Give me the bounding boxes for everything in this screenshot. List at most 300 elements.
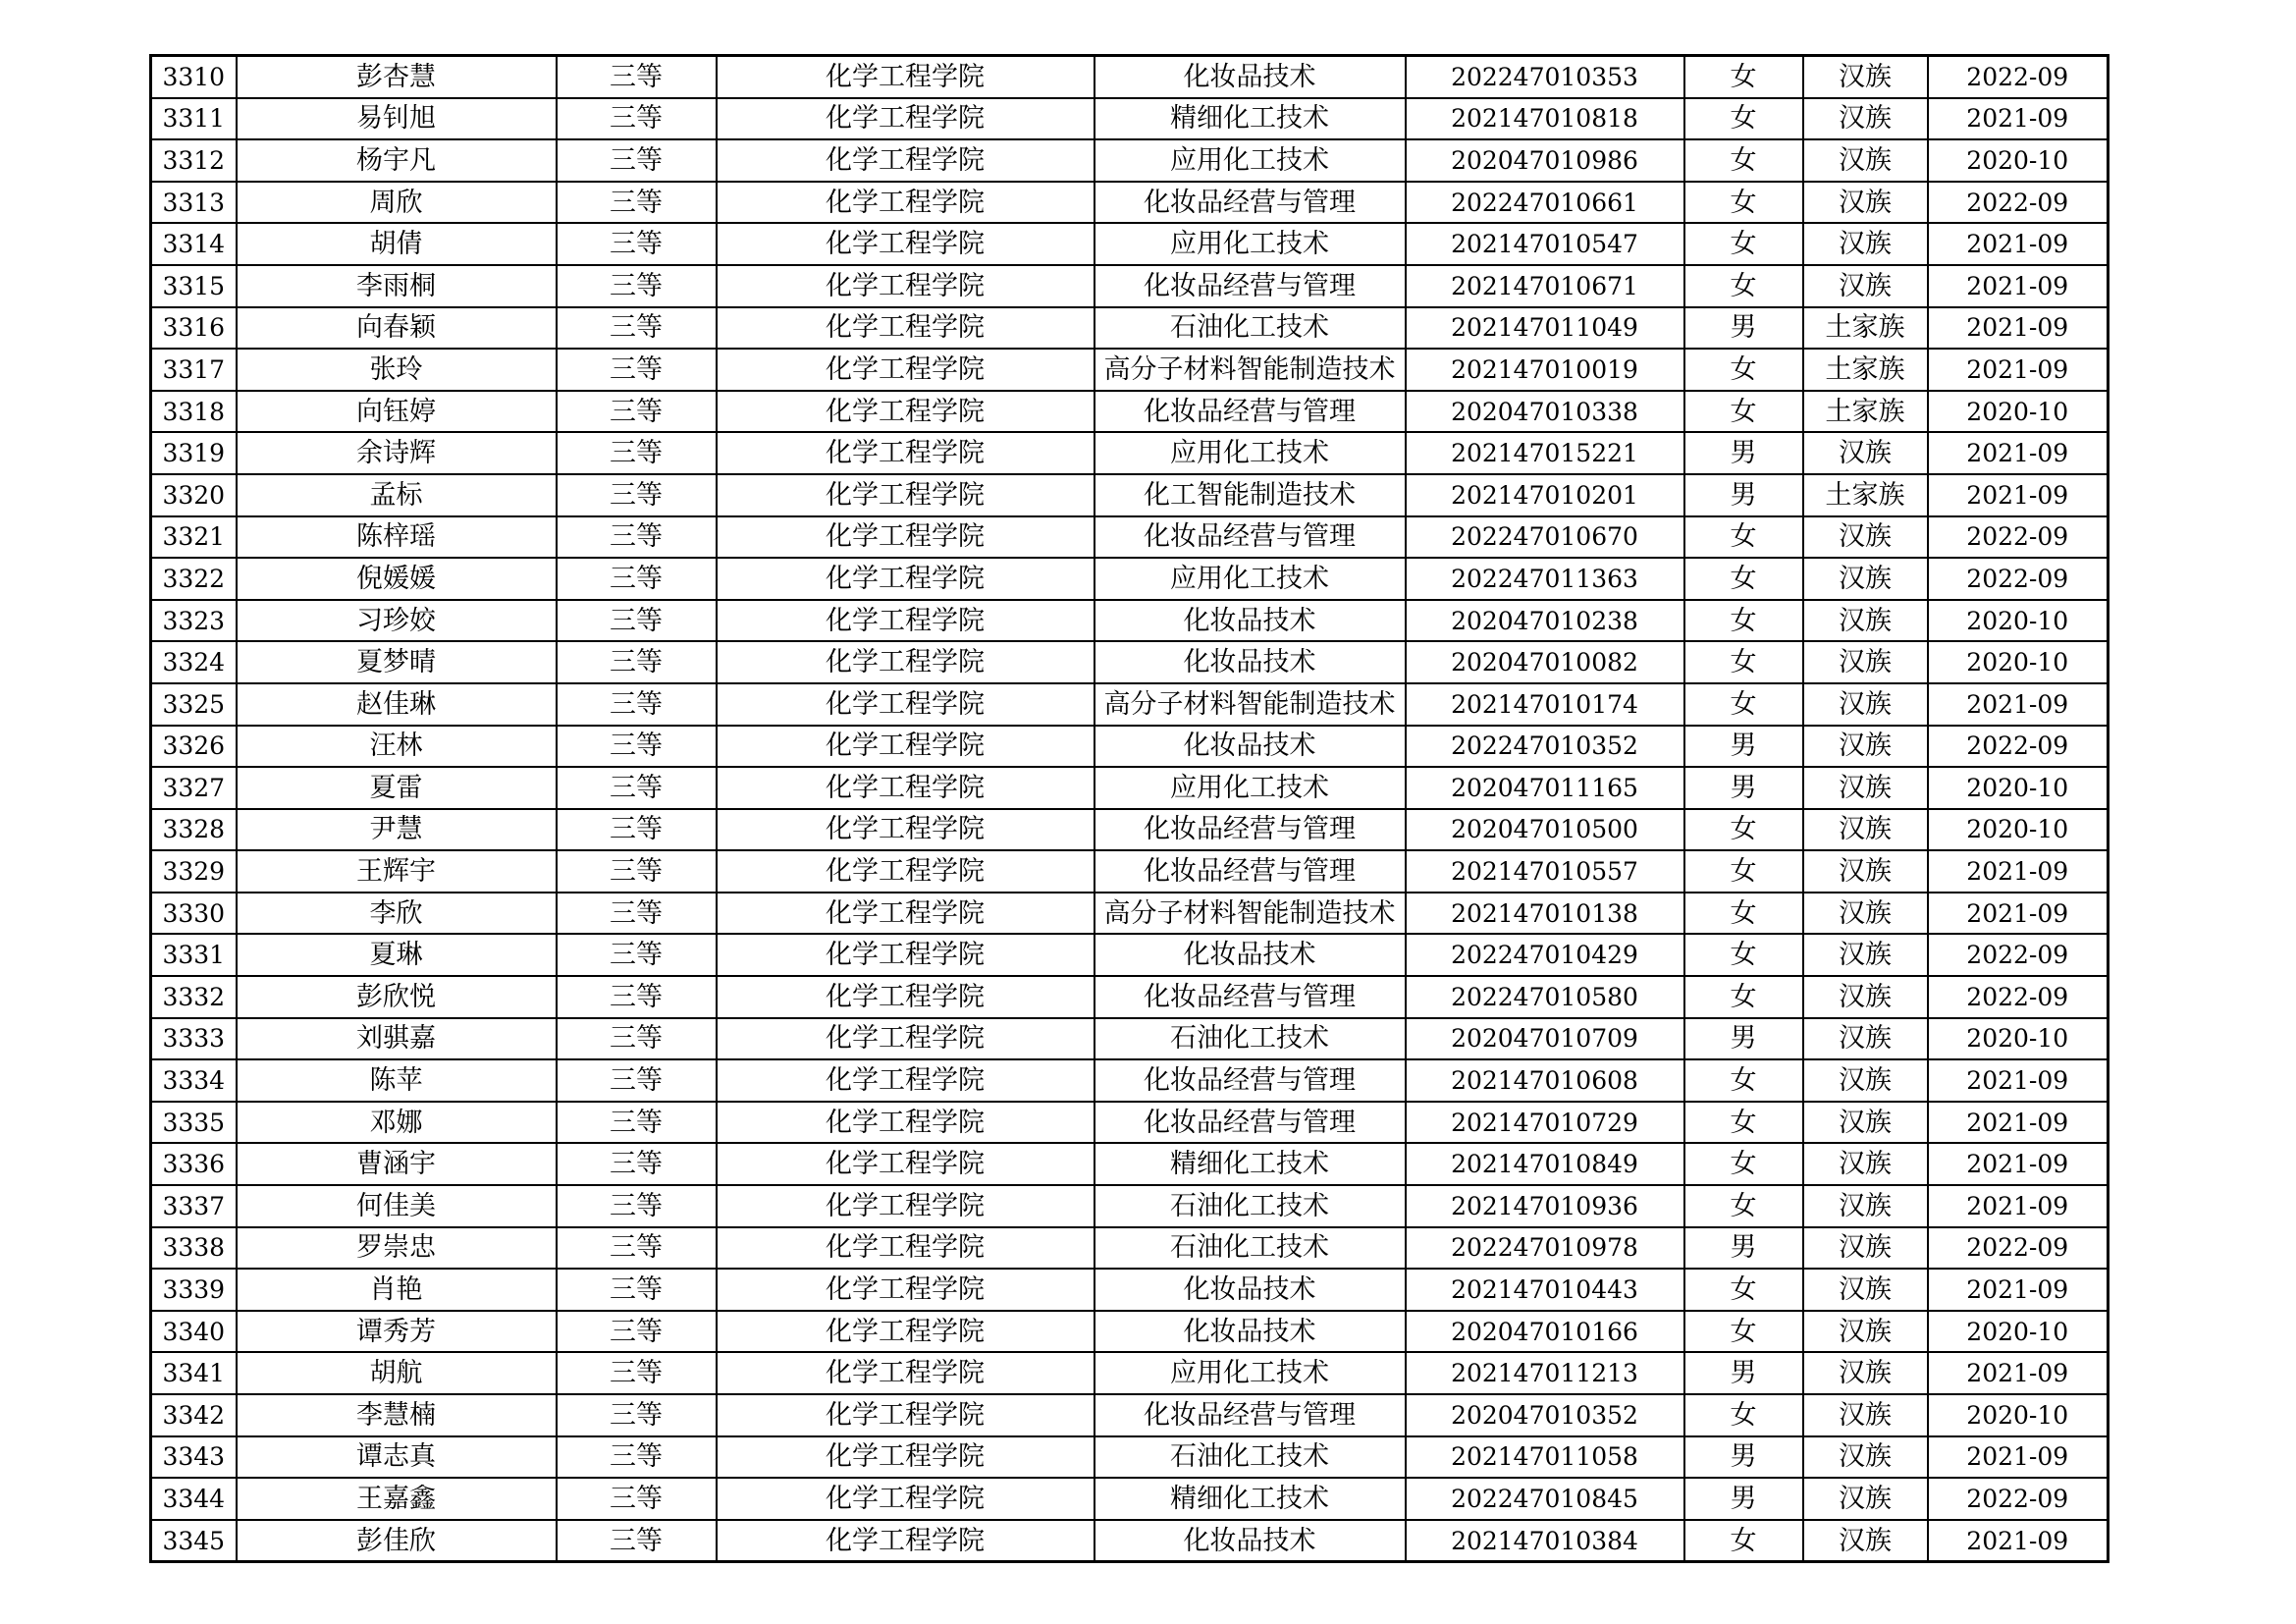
table-row (151, 767, 2109, 809)
cell-ethnicity: 汉族 (1803, 1311, 1928, 1353)
cell-major: 应用化工技术 (1095, 1352, 1406, 1394)
cell-student-name: 彭欣悦 (237, 976, 557, 1018)
cell-major: 化妆品经营与管理 (1095, 265, 1406, 307)
cell-student-id: 202247010353 (1406, 56, 1684, 98)
cell-seq-number: 3314 (151, 223, 237, 265)
cell-enrollment-date: 2020-10 (1928, 139, 2109, 182)
cell-ethnicity: 汉族 (1803, 1394, 1928, 1436)
cell-gender: 女 (1684, 1311, 1803, 1353)
cell-gender: 女 (1684, 98, 1803, 140)
table-row (151, 683, 2109, 726)
cell-award-level: 三等 (557, 1059, 717, 1102)
cell-gender: 男 (1684, 1436, 1803, 1479)
cell-gender: 男 (1684, 1352, 1803, 1394)
cell-enrollment-date: 2021-09 (1928, 683, 2109, 726)
cell-student-id: 202047010709 (1406, 1018, 1684, 1060)
table-row (151, 893, 2109, 935)
cell-seq-number: 3315 (151, 265, 237, 307)
cell-major: 化妆品经营与管理 (1095, 182, 1406, 224)
cell-ethnicity: 汉族 (1803, 516, 1928, 559)
cell-student-id: 202247010429 (1406, 934, 1684, 976)
cell-enrollment-date: 2021-09 (1928, 1352, 2109, 1394)
table-row (151, 1102, 2109, 1144)
cell-student-id: 202047010986 (1406, 139, 1684, 182)
cell-student-id: 202047010166 (1406, 1311, 1684, 1353)
cell-enrollment-date: 2021-09 (1928, 893, 2109, 935)
cell-student-id: 202247010661 (1406, 182, 1684, 224)
cell-gender: 女 (1684, 641, 1803, 683)
cell-college: 化学工程学院 (717, 516, 1095, 559)
cell-seq-number: 3328 (151, 809, 237, 851)
cell-student-id: 202047010238 (1406, 600, 1684, 642)
table-row (151, 474, 2109, 516)
table-row (151, 1185, 2109, 1227)
cell-major: 化妆品技术 (1095, 1520, 1406, 1562)
table-row (151, 56, 2109, 98)
table-row (151, 641, 2109, 683)
cell-major: 化妆品经营与管理 (1095, 809, 1406, 851)
cell-gender: 女 (1684, 349, 1803, 391)
cell-ethnicity: 汉族 (1803, 265, 1928, 307)
cell-major: 化妆品技术 (1095, 641, 1406, 683)
cell-college: 化学工程学院 (717, 349, 1095, 391)
cell-major: 化妆品技术 (1095, 1269, 1406, 1311)
cell-award-level: 三等 (557, 223, 717, 265)
cell-enrollment-date: 2021-09 (1928, 1143, 2109, 1185)
cell-seq-number: 3345 (151, 1520, 237, 1562)
cell-student-id: 202147010443 (1406, 1269, 1684, 1311)
cell-college: 化学工程学院 (717, 139, 1095, 182)
cell-student-id: 202147010201 (1406, 474, 1684, 516)
cell-student-id: 202047010352 (1406, 1394, 1684, 1436)
cell-gender: 男 (1684, 474, 1803, 516)
cell-college: 化学工程学院 (717, 474, 1095, 516)
cell-gender: 女 (1684, 139, 1803, 182)
cell-student-id: 202147011058 (1406, 1436, 1684, 1479)
cell-award-level: 三等 (557, 767, 717, 809)
cell-ethnicity: 汉族 (1803, 850, 1928, 893)
cell-enrollment-date: 2021-09 (1928, 1520, 2109, 1562)
cell-award-level: 三等 (557, 1311, 717, 1353)
cell-enrollment-date: 2021-09 (1928, 223, 2109, 265)
cell-gender: 女 (1684, 1520, 1803, 1562)
cell-college: 化学工程学院 (717, 641, 1095, 683)
cell-major: 化妆品技术 (1095, 726, 1406, 768)
cell-enrollment-date: 2020-10 (1928, 641, 2109, 683)
cell-student-id: 202147011049 (1406, 307, 1684, 350)
table-body (151, 56, 2109, 1562)
cell-major: 高分子材料智能制造技术 (1095, 349, 1406, 391)
cell-gender: 女 (1684, 1394, 1803, 1436)
cell-student-id: 202147011213 (1406, 1352, 1684, 1394)
cell-enrollment-date: 2022-09 (1928, 56, 2109, 98)
cell-student-id: 202147010671 (1406, 265, 1684, 307)
cell-gender: 女 (1684, 558, 1803, 600)
cell-student-id: 202047010082 (1406, 641, 1684, 683)
cell-seq-number: 3331 (151, 934, 237, 976)
cell-student-name: 王辉宇 (237, 850, 557, 893)
cell-enrollment-date: 2022-09 (1928, 976, 2109, 1018)
cell-enrollment-date: 2021-09 (1928, 432, 2109, 474)
cell-gender: 女 (1684, 516, 1803, 559)
cell-student-id: 202147010608 (1406, 1059, 1684, 1102)
cell-enrollment-date: 2022-09 (1928, 1227, 2109, 1270)
cell-student-name: 邓娜 (237, 1102, 557, 1144)
cell-major: 精细化工技术 (1095, 1143, 1406, 1185)
cell-student-name: 易钊旭 (237, 98, 557, 140)
cell-ethnicity: 汉族 (1803, 1102, 1928, 1144)
cell-major: 化妆品技术 (1095, 1311, 1406, 1353)
table-row (151, 809, 2109, 851)
cell-gender: 男 (1684, 432, 1803, 474)
cell-gender: 女 (1684, 1185, 1803, 1227)
cell-gender: 女 (1684, 1102, 1803, 1144)
cell-college: 化学工程学院 (717, 767, 1095, 809)
cell-gender: 女 (1684, 56, 1803, 98)
cell-college: 化学工程学院 (717, 182, 1095, 224)
cell-enrollment-date: 2021-09 (1928, 349, 2109, 391)
cell-student-name: 刘骐嘉 (237, 1018, 557, 1060)
cell-student-id: 202047010338 (1406, 391, 1684, 433)
table-row (151, 265, 2109, 307)
cell-student-name: 杨宇凡 (237, 139, 557, 182)
cell-ethnicity: 土家族 (1803, 391, 1928, 433)
cell-gender: 女 (1684, 976, 1803, 1018)
cell-ethnicity: 汉族 (1803, 139, 1928, 182)
cell-student-name: 何佳美 (237, 1185, 557, 1227)
cell-gender: 女 (1684, 600, 1803, 642)
cell-seq-number: 3338 (151, 1227, 237, 1270)
cell-seq-number: 3320 (151, 474, 237, 516)
cell-seq-number: 3318 (151, 391, 237, 433)
table-row (151, 391, 2109, 433)
table-row (151, 1394, 2109, 1436)
cell-seq-number: 3317 (151, 349, 237, 391)
cell-student-id: 202247010352 (1406, 726, 1684, 768)
cell-major: 应用化工技术 (1095, 558, 1406, 600)
cell-student-name: 肖艳 (237, 1269, 557, 1311)
table-row (151, 349, 2109, 391)
cell-gender: 女 (1684, 683, 1803, 726)
cell-ethnicity: 汉族 (1803, 976, 1928, 1018)
cell-college: 化学工程学院 (717, 1394, 1095, 1436)
cell-college: 化学工程学院 (717, 1059, 1095, 1102)
cell-seq-number: 3333 (151, 1018, 237, 1060)
cell-award-level: 三等 (557, 349, 717, 391)
cell-college: 化学工程学院 (717, 1311, 1095, 1353)
award-list-table (149, 54, 2109, 1563)
cell-award-level: 三等 (557, 850, 717, 893)
cell-college: 化学工程学院 (717, 976, 1095, 1018)
cell-seq-number: 3325 (151, 683, 237, 726)
cell-major: 石油化工技术 (1095, 1018, 1406, 1060)
table-row (151, 223, 2109, 265)
cell-student-name: 胡航 (237, 1352, 557, 1394)
cell-seq-number: 3334 (151, 1059, 237, 1102)
cell-major: 化工智能制造技术 (1095, 474, 1406, 516)
cell-ethnicity: 汉族 (1803, 1520, 1928, 1562)
cell-student-id: 202147010547 (1406, 223, 1684, 265)
cell-ethnicity: 汉族 (1803, 182, 1928, 224)
cell-major: 应用化工技术 (1095, 432, 1406, 474)
cell-seq-number: 3312 (151, 139, 237, 182)
cell-major: 应用化工技术 (1095, 767, 1406, 809)
cell-college: 化学工程学院 (717, 1436, 1095, 1479)
cell-major: 石油化工技术 (1095, 307, 1406, 350)
cell-college: 化学工程学院 (717, 726, 1095, 768)
cell-ethnicity: 汉族 (1803, 600, 1928, 642)
cell-student-name: 罗崇忠 (237, 1227, 557, 1270)
cell-ethnicity: 汉族 (1803, 1059, 1928, 1102)
cell-student-id: 202247011363 (1406, 558, 1684, 600)
cell-seq-number: 3332 (151, 976, 237, 1018)
cell-student-name: 汪林 (237, 726, 557, 768)
cell-award-level: 三等 (557, 391, 717, 433)
cell-student-name: 王嘉鑫 (237, 1478, 557, 1520)
cell-gender: 女 (1684, 893, 1803, 935)
cell-student-id: 202147010729 (1406, 1102, 1684, 1144)
cell-college: 化学工程学院 (717, 683, 1095, 726)
cell-student-id: 202147010019 (1406, 349, 1684, 391)
cell-student-name: 陈苹 (237, 1059, 557, 1102)
cell-college: 化学工程学院 (717, 1102, 1095, 1144)
cell-seq-number: 3313 (151, 182, 237, 224)
cell-enrollment-date: 2021-09 (1928, 1436, 2109, 1479)
cell-gender: 男 (1684, 1227, 1803, 1270)
cell-award-level: 三等 (557, 1102, 717, 1144)
cell-seq-number: 3327 (151, 767, 237, 809)
cell-college: 化学工程学院 (717, 307, 1095, 350)
table-row (151, 600, 2109, 642)
cell-ethnicity: 汉族 (1803, 683, 1928, 726)
cell-gender: 女 (1684, 850, 1803, 893)
cell-student-id: 202247010978 (1406, 1227, 1684, 1270)
cell-student-name: 夏梦晴 (237, 641, 557, 683)
cell-major: 应用化工技术 (1095, 223, 1406, 265)
cell-college: 化学工程学院 (717, 1227, 1095, 1270)
cell-seq-number: 3340 (151, 1311, 237, 1353)
cell-student-id: 202047011165 (1406, 767, 1684, 809)
cell-enrollment-date: 2020-10 (1928, 809, 2109, 851)
table-row (151, 1059, 2109, 1102)
cell-major: 化妆品技术 (1095, 934, 1406, 976)
table-row (151, 1143, 2109, 1185)
table-row (151, 1018, 2109, 1060)
cell-seq-number: 3323 (151, 600, 237, 642)
cell-college: 化学工程学院 (717, 1520, 1095, 1562)
cell-award-level: 三等 (557, 56, 717, 98)
cell-college: 化学工程学院 (717, 934, 1095, 976)
cell-college: 化学工程学院 (717, 98, 1095, 140)
table-row (151, 98, 2109, 140)
cell-college: 化学工程学院 (717, 1143, 1095, 1185)
cell-ethnicity: 土家族 (1803, 349, 1928, 391)
cell-seq-number: 3316 (151, 307, 237, 350)
cell-ethnicity: 汉族 (1803, 1269, 1928, 1311)
cell-student-id: 202147015221 (1406, 432, 1684, 474)
cell-student-name: 倪媛媛 (237, 558, 557, 600)
cell-ethnicity: 汉族 (1803, 1143, 1928, 1185)
cell-enrollment-date: 2022-09 (1928, 558, 2109, 600)
cell-student-name: 谭志真 (237, 1436, 557, 1479)
cell-ethnicity: 土家族 (1803, 474, 1928, 516)
cell-gender: 女 (1684, 223, 1803, 265)
cell-gender: 男 (1684, 726, 1803, 768)
cell-enrollment-date: 2021-09 (1928, 1185, 2109, 1227)
cell-seq-number: 3335 (151, 1102, 237, 1144)
cell-student-id: 202147010174 (1406, 683, 1684, 726)
table-row (151, 558, 2109, 600)
cell-major: 化妆品技术 (1095, 56, 1406, 98)
cell-enrollment-date: 2020-10 (1928, 391, 2109, 433)
cell-student-name: 李欣 (237, 893, 557, 935)
cell-award-level: 三等 (557, 809, 717, 851)
table-row (151, 726, 2109, 768)
cell-student-id: 202247010580 (1406, 976, 1684, 1018)
cell-student-name: 向钰婷 (237, 391, 557, 433)
cell-enrollment-date: 2022-09 (1928, 934, 2109, 976)
cell-gender: 女 (1684, 1269, 1803, 1311)
cell-award-level: 三等 (557, 1478, 717, 1520)
cell-seq-number: 3321 (151, 516, 237, 559)
cell-seq-number: 3326 (151, 726, 237, 768)
cell-student-name: 夏琳 (237, 934, 557, 976)
cell-gender: 女 (1684, 1059, 1803, 1102)
cell-ethnicity: 汉族 (1803, 1478, 1928, 1520)
cell-student-name: 余诗辉 (237, 432, 557, 474)
cell-ethnicity: 汉族 (1803, 641, 1928, 683)
cell-major: 化妆品经营与管理 (1095, 850, 1406, 893)
cell-student-name: 赵佳琳 (237, 683, 557, 726)
cell-ethnicity: 汉族 (1803, 223, 1928, 265)
cell-student-name: 谭秀芳 (237, 1311, 557, 1353)
cell-enrollment-date: 2022-09 (1928, 1478, 2109, 1520)
cell-seq-number: 3339 (151, 1269, 237, 1311)
cell-student-name: 曹涵宇 (237, 1143, 557, 1185)
cell-ethnicity: 汉族 (1803, 1018, 1928, 1060)
cell-award-level: 三等 (557, 516, 717, 559)
cell-award-level: 三等 (557, 1520, 717, 1562)
cell-college: 化学工程学院 (717, 432, 1095, 474)
cell-student-name: 习珍姣 (237, 600, 557, 642)
cell-award-level: 三等 (557, 934, 717, 976)
cell-major: 化妆品经营与管理 (1095, 1102, 1406, 1144)
cell-seq-number: 3337 (151, 1185, 237, 1227)
cell-ethnicity: 土家族 (1803, 307, 1928, 350)
cell-enrollment-date: 2021-09 (1928, 474, 2109, 516)
cell-award-level: 三等 (557, 139, 717, 182)
cell-college: 化学工程学院 (717, 1018, 1095, 1060)
cell-college: 化学工程学院 (717, 558, 1095, 600)
cell-enrollment-date: 2021-09 (1928, 850, 2109, 893)
cell-major: 化妆品经营与管理 (1095, 391, 1406, 433)
cell-student-name: 彭佳欣 (237, 1520, 557, 1562)
cell-seq-number: 3342 (151, 1394, 237, 1436)
cell-award-level: 三等 (557, 265, 717, 307)
table-row (151, 516, 2109, 559)
cell-ethnicity: 汉族 (1803, 98, 1928, 140)
cell-award-level: 三等 (557, 1436, 717, 1479)
cell-gender: 女 (1684, 1143, 1803, 1185)
cell-seq-number: 3310 (151, 56, 237, 98)
cell-college: 化学工程学院 (717, 265, 1095, 307)
cell-major: 精细化工技术 (1095, 1478, 1406, 1520)
cell-student-name: 彭杏慧 (237, 56, 557, 98)
cell-seq-number: 3322 (151, 558, 237, 600)
cell-college: 化学工程学院 (717, 809, 1095, 851)
cell-enrollment-date: 2021-09 (1928, 1059, 2109, 1102)
cell-major: 高分子材料智能制造技术 (1095, 893, 1406, 935)
cell-major: 精细化工技术 (1095, 98, 1406, 140)
cell-award-level: 三等 (557, 1352, 717, 1394)
cell-award-level: 三等 (557, 976, 717, 1018)
cell-college: 化学工程学院 (717, 1352, 1095, 1394)
cell-college: 化学工程学院 (717, 1185, 1095, 1227)
table-row (151, 1352, 2109, 1394)
cell-award-level: 三等 (557, 98, 717, 140)
cell-enrollment-date: 2021-09 (1928, 1102, 2109, 1144)
cell-award-level: 三等 (557, 1227, 717, 1270)
cell-student-name: 胡倩 (237, 223, 557, 265)
cell-major: 石油化工技术 (1095, 1436, 1406, 1479)
cell-student-name: 孟标 (237, 474, 557, 516)
cell-ethnicity: 汉族 (1803, 1352, 1928, 1394)
cell-major: 化妆品经营与管理 (1095, 516, 1406, 559)
cell-ethnicity: 汉族 (1803, 558, 1928, 600)
cell-seq-number: 3329 (151, 850, 237, 893)
table-row (151, 432, 2109, 474)
cell-gender: 男 (1684, 307, 1803, 350)
cell-award-level: 三等 (557, 432, 717, 474)
cell-major: 化妆品经营与管理 (1095, 1059, 1406, 1102)
cell-student-id: 202247010845 (1406, 1478, 1684, 1520)
table-row (151, 307, 2109, 350)
cell-student-name: 夏雷 (237, 767, 557, 809)
cell-enrollment-date: 2021-09 (1928, 265, 2109, 307)
cell-award-level: 三等 (557, 474, 717, 516)
cell-award-level: 三等 (557, 683, 717, 726)
cell-student-name: 张玲 (237, 349, 557, 391)
cell-award-level: 三等 (557, 1269, 717, 1311)
cell-student-id: 202047010500 (1406, 809, 1684, 851)
cell-major: 化妆品经营与管理 (1095, 1394, 1406, 1436)
cell-student-id: 202147010936 (1406, 1185, 1684, 1227)
cell-student-id: 202147010384 (1406, 1520, 1684, 1562)
table-row (151, 934, 2109, 976)
cell-ethnicity: 汉族 (1803, 432, 1928, 474)
table-row (151, 1436, 2109, 1479)
cell-award-level: 三等 (557, 1018, 717, 1060)
cell-ethnicity: 汉族 (1803, 1185, 1928, 1227)
cell-seq-number: 3336 (151, 1143, 237, 1185)
cell-award-level: 三等 (557, 307, 717, 350)
cell-student-name: 向春颖 (237, 307, 557, 350)
cell-student-id: 202147010849 (1406, 1143, 1684, 1185)
table-row (151, 139, 2109, 182)
cell-seq-number: 3311 (151, 98, 237, 140)
cell-seq-number: 3324 (151, 641, 237, 683)
cell-seq-number: 3319 (151, 432, 237, 474)
cell-seq-number: 3330 (151, 893, 237, 935)
cell-gender: 男 (1684, 767, 1803, 809)
cell-ethnicity: 汉族 (1803, 1436, 1928, 1479)
table-row (151, 850, 2109, 893)
cell-college: 化学工程学院 (717, 1269, 1095, 1311)
cell-college: 化学工程学院 (717, 850, 1095, 893)
cell-award-level: 三等 (557, 1185, 717, 1227)
cell-major: 化妆品经营与管理 (1095, 976, 1406, 1018)
table-row (151, 1269, 2109, 1311)
